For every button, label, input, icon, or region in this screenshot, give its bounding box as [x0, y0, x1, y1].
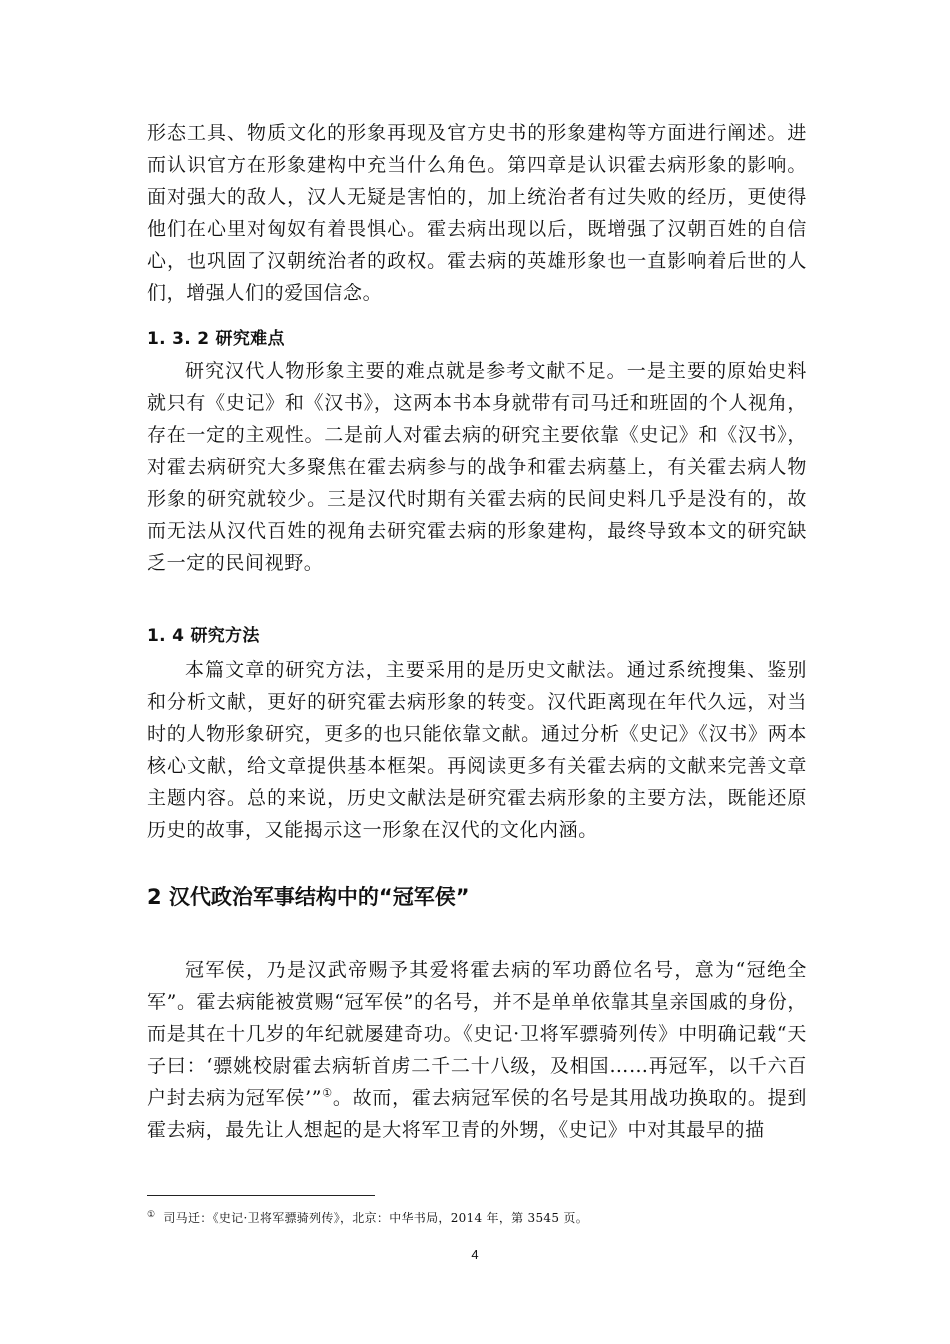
- section-heading-research-difficulties: 1. 3. 2 研究难点: [147, 329, 285, 349]
- footnote-separator: [147, 1195, 375, 1196]
- footnote: [147, 1209, 588, 1227]
- footnote-mark: ①: [147, 1210, 156, 1220]
- paragraph-research-methods: 本篇文章的研究方法，主要采用的是历史文献法。通过系统搜集、鉴别和分析文献，更好的研究霍去病形象的转变。汉代距离现在年代久远，对当时的人物形象研究，更多的也只能依靠文献。通过分析《史记》《汉书》两本核心文献，给文章提供基本框架。再阅读更多有关霍去病的文献来完善文章主题内容。总的来说，历史文献法是研究霍去病形象的主要方法，既能还原历史的故事，又能揭示这一形象在汉代的文化内涵。: [147, 659, 807, 841]
- page-number: 4: [471, 1247, 479, 1262]
- paragraph-chapter-overview: 形态工具、物质文化的形象再现及官方史书的形象建构等方面进行阐述。进而认识官方在形象建构中充当什么角色。第四章是认识霍去病形象的影响。面对强大的敌人，汉人无疑是害怕的，加上统治者有过失败的经历，更使得他们在心里对匈奴有着畏惧心。霍去病出现以后，既增强了汉朝百姓的自信心，也巩固了汉朝统治者的政权。霍去病的英雄形象也一直影响着后世的人们，增强人们的爱国信念。: [147, 122, 807, 304]
- footnote-text: 司马迁：《史记·卫将军骠骑列传》，北京：中华书局，2014 年，第 3545 页。: [163, 1211, 589, 1225]
- paragraph-text-part-1: 冠军侯，乃是汉武帝赐予其爱将霍去病的军功爵位名号，意为“冠绝全军”。霍去病能被赏赐“冠军侯”的名号，并不是单单依靠其皇亲国戚的身份，而是其在十几岁的年纪就屡建奇功。《史记·卫将军骠骑列传》中明确记载“天子曰：‘骠姚校尉霍去病斩首虏二千二十八级，及相国……再冠军，以千六百户封去病为冠军侯’”: [147, 959, 807, 1109]
- paragraph-guanjun-hou: [147, 954, 807, 1146]
- paragraph-research-difficulties: 研究汉代人物形象主要的难点就是参考文献不足。一是主要的原始史料就只有《史记》和《汉书》，这两本书本身就带有司马迁和班固的个人视角，存在一定的主观性。二是前人对霍去病的研究主要依靠《史记》和《汉书》，对霍去病研究大多聚焦在霍去病参与的战争和霍去病墓上，有关霍去病人物形象的研究就较少。三是汉代时期有关霍去病的民间史料几乎是没有的，故而无法从汉代百姓的视角去研究霍去病的形象建构，最终导致本文的研究缺乏一定的民间视野。: [147, 360, 807, 574]
- paragraph-text-part-2: 。故而，霍去病冠军侯的名号是其用战功换取的。提到霍去病，最先让人想起的是大将军卫青的外甥，《史记》中对其最早的描: [147, 1087, 807, 1141]
- footnote-reference-mark[interactable]: ①: [322, 1086, 333, 1100]
- section-heading-research-methods: 1. 4 研究方法: [147, 626, 260, 646]
- chapter-heading-guanjun-hou: 2 汉代政治军事结构中的“冠军侯”: [147, 885, 470, 909]
